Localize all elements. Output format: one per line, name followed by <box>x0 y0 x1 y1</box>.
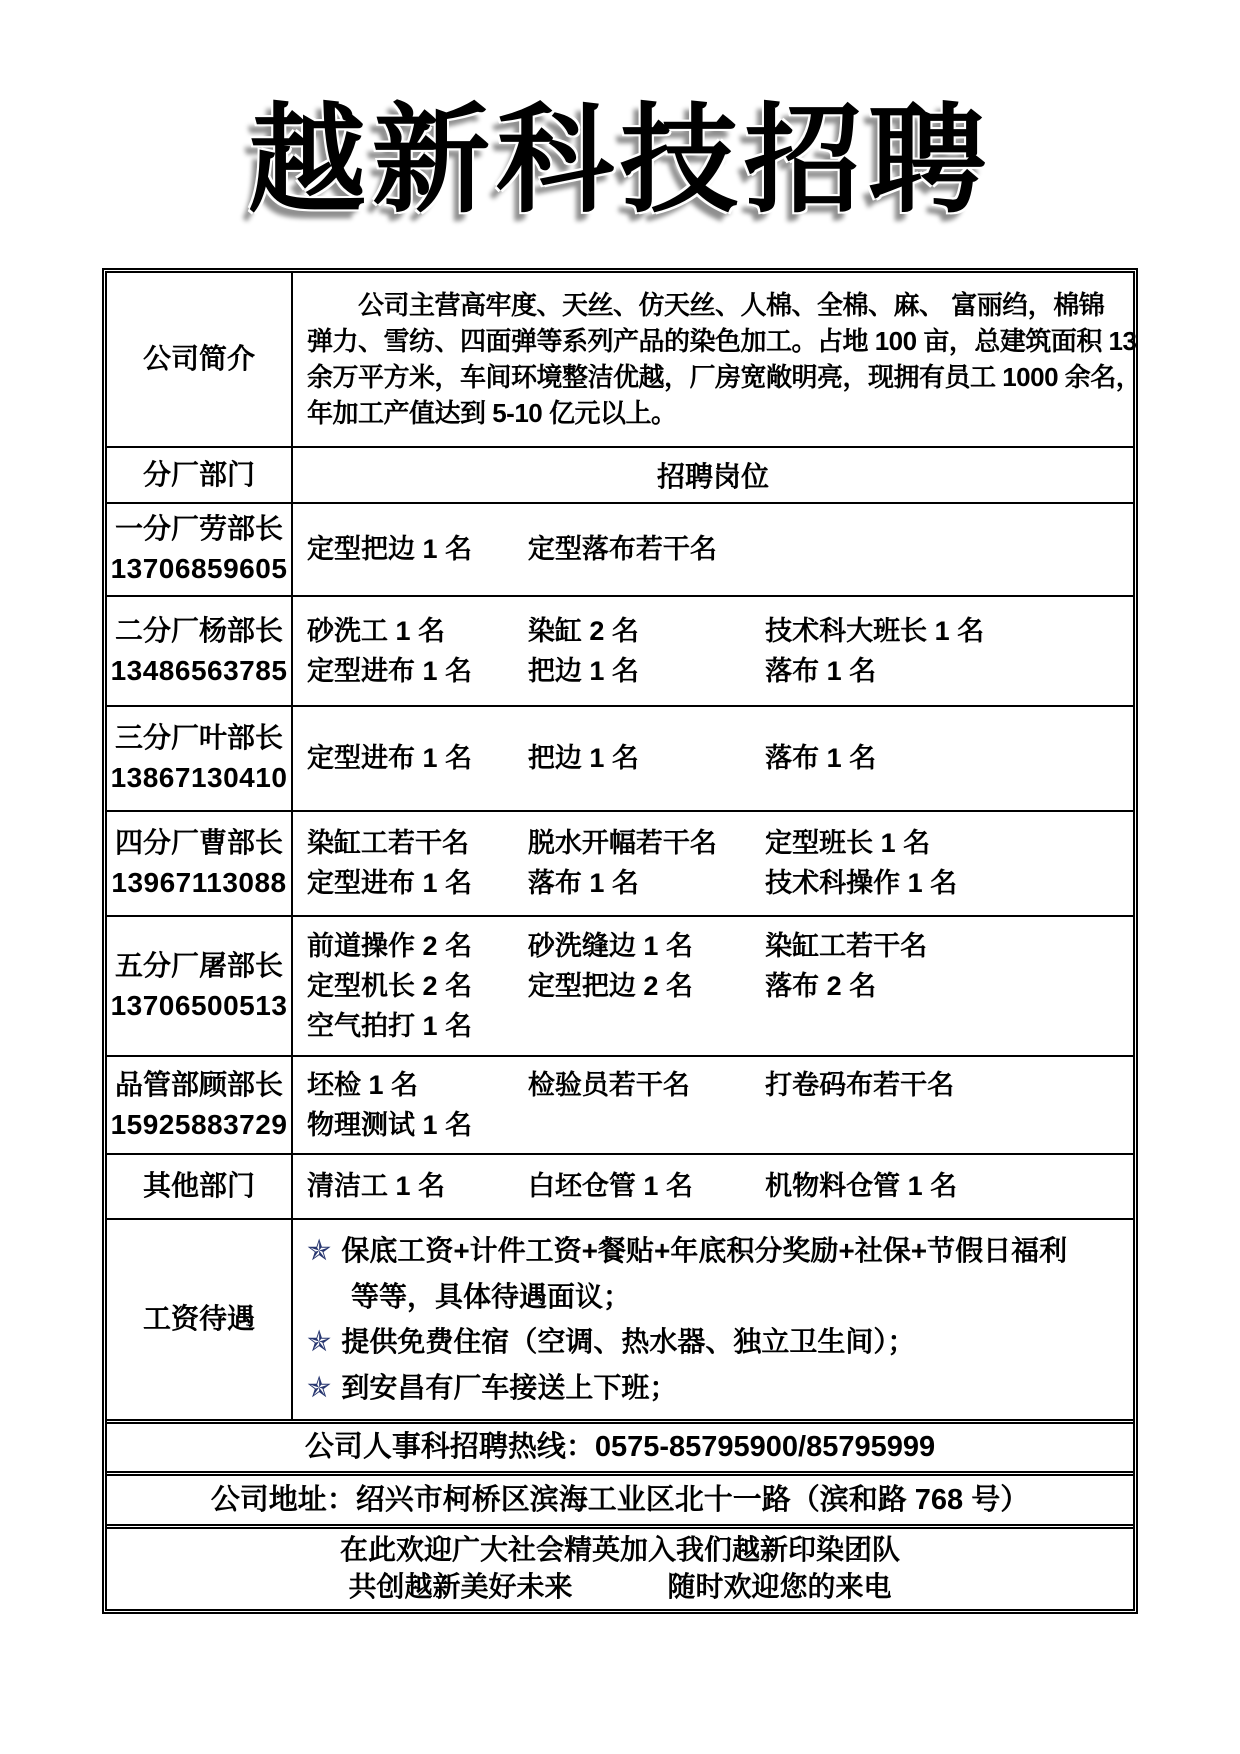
job-item: 定型进布 1 名 <box>307 868 473 898</box>
job-item: 定型把边 1 名 <box>307 534 473 564</box>
address-row <box>107 1471 1133 1524</box>
dept-phone: 15925883729 <box>110 1108 288 1140</box>
company-intro-row <box>107 273 1142 446</box>
job-item: 定型把边 2 名 <box>527 970 693 1001</box>
table-row <box>107 502 1133 595</box>
job-item: 检验员若干名 <box>527 1069 690 1100</box>
jobs-cell <box>293 1057 1133 1153</box>
job-line <box>307 1105 1125 1145</box>
dept-cell <box>107 597 293 705</box>
table-row <box>107 1055 1133 1153</box>
job-item: 把边 1 名 <box>527 743 639 773</box>
dept-phone: 13967113088 <box>111 867 287 898</box>
salary-label: 工资待遇 <box>107 1220 293 1419</box>
dept-name: 品管部顾部长 <box>114 1068 283 1100</box>
dept-phone: 13486563785 <box>110 654 288 686</box>
dept-name: 三分厂叶部长 <box>114 722 283 753</box>
job-item: 技术科操作 1 名 <box>765 868 958 898</box>
star-icon: ✯ <box>307 1325 332 1358</box>
dept-phone: 13867130410 <box>110 762 288 793</box>
salary-text: 等等，具体待遇面议； <box>351 1280 632 1312</box>
job-item: 定型进布 1 名 <box>307 655 473 686</box>
dept-cell <box>107 917 293 1055</box>
dept-cell <box>107 1057 293 1153</box>
department-column-header: 分厂部门 <box>107 448 293 502</box>
table-row <box>107 595 1133 705</box>
dept-name: 五分厂屠部长 <box>114 949 283 981</box>
jobs-cell <box>293 812 1133 915</box>
job-line <box>307 529 1125 569</box>
job-item: 把边 1 名 <box>527 655 639 686</box>
job-item: 清洁工 1 名 <box>307 1171 446 1201</box>
job-item: 染缸 2 名 <box>527 615 639 646</box>
page-title: 越新科技招聘 <box>247 96 992 227</box>
dept-cell <box>107 707 293 810</box>
welcome-line-1: 在此欢迎广大社会精英加入我们越新印染团队 <box>339 1533 900 1565</box>
welcome-cell <box>107 1529 1133 1609</box>
job-item: 脱水开幅若干名 <box>527 828 717 858</box>
salary-item <box>307 1228 1125 1274</box>
hotline-row <box>107 1419 1133 1471</box>
job-line <box>307 611 1125 651</box>
dept-cell <box>107 1155 293 1218</box>
job-item: 机物料仓管 1 名 <box>765 1171 958 1201</box>
job-line <box>307 966 1125 1006</box>
job-item: 白坯仓管 1 名 <box>527 1171 693 1201</box>
dept-phone: 13706500513 <box>110 989 288 1021</box>
recruitment-table <box>102 268 1142 1614</box>
salary-row <box>107 1218 1133 1419</box>
job-line <box>307 651 1125 691</box>
jobs-cell <box>293 1155 1133 1218</box>
job-item: 坯检 1 名 <box>307 1069 419 1100</box>
job-line <box>307 1166 1125 1206</box>
dept-name: 一分厂劳部长 <box>114 513 283 544</box>
welcome-row <box>107 1524 1133 1609</box>
job-line <box>307 926 1125 966</box>
intro-line: 弹力、雪纺、四面弹等系列产品的染色加工。占地 100 亩，总建筑面积 13 <box>307 326 1137 356</box>
intro-line: 余万平方米，车间环境整洁优越，厂房宽敞明亮，现拥有员工 1000 余名， <box>307 362 1142 392</box>
job-line <box>307 823 1125 863</box>
job-item: 空气拍打 1 名 <box>307 1010 473 1041</box>
salary-item <box>307 1274 1125 1319</box>
welcome-line-2-left: 共创越新美好未来 <box>348 1570 573 1602</box>
job-item: 砂洗工 1 名 <box>307 615 446 646</box>
intro-label: 公司简介 <box>107 273 293 446</box>
salary-text: 提供免费住宿（空调、热水器、独立卫生间）； <box>341 1325 916 1357</box>
job-item: 落布 1 名 <box>765 743 877 773</box>
hotline-text: 公司人事科招聘热线：0575-85795900/85795999 <box>304 1431 936 1463</box>
dept-name: 二分厂杨部长 <box>114 614 283 646</box>
job-line <box>307 863 1125 903</box>
salary-cell <box>293 1220 1133 1419</box>
job-item: 定型落布若干名 <box>527 534 717 564</box>
job-item: 物理测试 1 名 <box>307 1109 473 1140</box>
job-item: 落布 2 名 <box>765 970 877 1001</box>
star-icon: ✯ <box>307 1234 332 1267</box>
jobs-cell <box>293 597 1133 705</box>
table-header-row <box>107 446 1133 502</box>
job-line <box>307 738 1125 778</box>
job-item: 前道操作 2 名 <box>307 930 473 961</box>
dept-name: 四分厂曹部长 <box>114 827 283 858</box>
intro-text <box>293 273 1149 446</box>
positions-column-header: 招聘岗位 <box>656 460 769 492</box>
job-item: 技术科大班长 1 名 <box>765 615 985 646</box>
dept-phone: 13706859605 <box>110 553 288 584</box>
job-line <box>307 1006 1125 1046</box>
job-item: 打卷码布若干名 <box>765 1069 955 1100</box>
jobs-cell <box>293 707 1133 810</box>
salary-text: 到安昌有厂车接送上下班； <box>341 1371 678 1403</box>
job-item: 定型机长 2 名 <box>307 970 473 1001</box>
jobs-cell <box>293 504 1133 595</box>
job-item: 砂洗缝边 1 名 <box>527 930 693 961</box>
intro-line: 公司主营高牢度、天丝、仿天丝、人棉、全棉、麻、 富丽绉，棉锦 <box>307 290 1105 320</box>
dept-cell <box>107 812 293 915</box>
job-item: 落布 1 名 <box>527 868 639 898</box>
job-item: 定型进布 1 名 <box>307 743 473 773</box>
salary-item <box>307 1365 1125 1411</box>
table-row <box>107 705 1133 810</box>
address-text: 公司地址：绍兴市柯桥区滨海工业区北十一路（滨和路 768 号） <box>210 1483 1030 1516</box>
intro-line: 年加工产值达到 5-10 亿元以上。 <box>307 398 677 428</box>
salary-text: 保底工资+计件工资+餐贴+年底积分奖励+社保+节假日福利 <box>341 1234 1068 1266</box>
jobs-cell <box>293 917 1133 1055</box>
job-item: 染缸工若干名 <box>307 828 469 858</box>
dept-name: 其他部门 <box>142 1170 255 1201</box>
job-item: 染缸工若干名 <box>765 930 928 961</box>
welcome-line-2-right: 随时欢迎您的来电 <box>667 1570 892 1602</box>
welcome-line-2 <box>348 1568 891 1605</box>
job-line <box>307 1065 1125 1105</box>
table-row <box>107 810 1133 915</box>
salary-item <box>307 1319 1125 1365</box>
job-item: 落布 1 名 <box>765 655 877 686</box>
dept-cell <box>107 504 293 595</box>
star-icon: ✯ <box>307 1371 332 1404</box>
job-item: 定型班长 1 名 <box>765 828 931 858</box>
table-row <box>107 1153 1133 1218</box>
table-row <box>107 915 1133 1055</box>
